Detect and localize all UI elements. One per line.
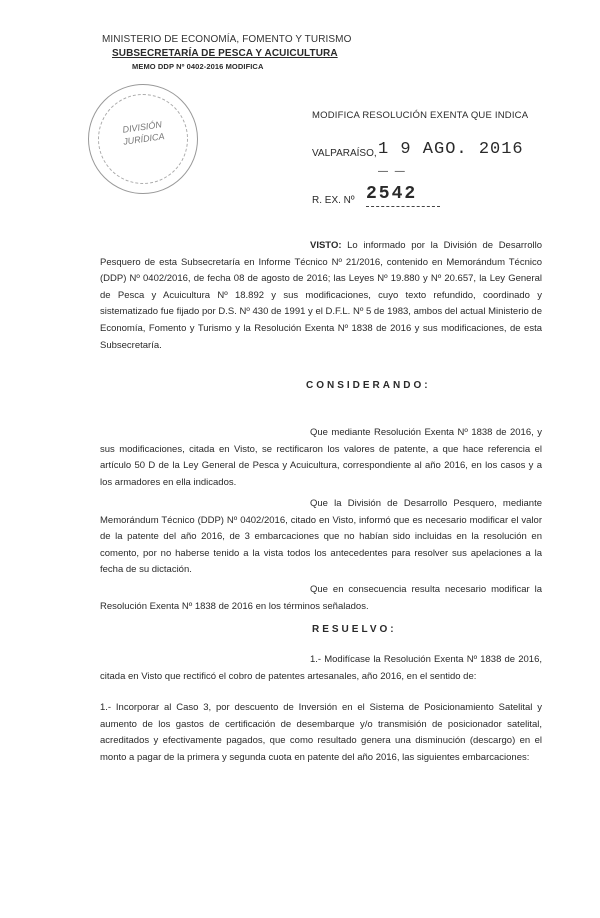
considerando-text-2: Que la División de Desarrollo Pesquero, mediante Memorándum Técnico (DDP) Nº 0402/2016, citado en Visto, informó que es necesario modificar el valor de la patente del año 2016, de 3 embarcaciones que no habían sido incluidas en la resolución en comento, por no haberse tenido a la vista todos los antecedentes para resolver sus apelaciones a la fecha de su dictación.	[100, 498, 542, 576]
stamp-line-2: JURÍDICA	[122, 131, 166, 147]
considerando-paragraph-3	[100, 582, 542, 615]
resuelvo-paragraph-1	[100, 652, 542, 685]
resuelvo-text-2: 1.- Incorporar al Caso 3, por descuento de Inversión en el Sistema de Posicionamiento Satelital y aumento de los gastos de certificación de desembarque y/o transmisión de posicionador satelital, acreditados y efectivamente pagados, que como resultado genera una disminución (descargo) en el monto a pagar de la primera y segunda cuota en patente del año 2016, las siguientes embarcaciones:	[100, 702, 542, 763]
visto-lead: VISTO:	[310, 240, 342, 251]
date-dash: — —	[378, 166, 407, 177]
document-title: MODIFICA RESOLUCIÓN EXENTA QUE INDICA	[312, 110, 529, 121]
resolution-number: 2542	[366, 184, 418, 204]
memo-reference: MEMO DDP Nº 0402-2016 MODIFICA	[132, 62, 264, 71]
considerando-paragraph-2	[100, 496, 542, 579]
visto-paragraph	[100, 238, 542, 354]
document-date: 1 9 AGO. 2016	[378, 140, 524, 159]
resuelvo-paragraph-2	[100, 700, 542, 766]
place-label: VALPARAÍSO,	[312, 148, 377, 159]
resuelvo-text-1: 1.- Modifícase la Resolución Exenta Nº 1838 de 2016, citada en Visto que rectificó el cobro de patentes artesanales, año 2016, en el sentido de:	[100, 654, 542, 682]
considerando-text-3: Que en consecuencia resulta necesario modificar la Resolución Exenta Nº 1838 de 2016 en los términos señalados.	[100, 584, 542, 612]
stamp-line-1: DIVISIÓN	[121, 119, 163, 135]
ministry-name: MINISTERIO DE ECONOMÍA, FOMENTO Y TURISMO	[102, 34, 352, 45]
resuelvo-heading: RESUELVO:	[312, 624, 397, 635]
considerando-text-1: Que mediante Resolución Exenta Nº 1838 de 2016, y sus modificaciones, citada en Visto, se rectificaron los valores de patente, a que hace referencia el artículo 50 D de la Ley General de Pesca y Acuicultura, correspondiente al año 2016, en los casos y a los armadores en ella indicados.	[100, 427, 542, 488]
subsecretaria-name: SUBSECRETARÍA DE PESCA Y ACUICULTURA	[112, 48, 338, 59]
visto-text: Lo informado por la División de Desarrollo Pesquero de esta Subsecretaría en Informe Técnico Nº 21/2016, contenido en Memorándum Técnico (DDP) Nº 0402/2016, de fecha 08 de agosto de 2016; las Leyes Nº 19.880 y Nº 20.657, la Ley General de Pesca y Acuicultura Nº 18.892 y sus modificaciones, cuyo texto refundido, coordinado y sistematizado fue fijado por D.S. Nº 430 de 1991 y el D.F.L. Nº 5 de 1983, ambos del actual Ministerio de Economía, Fomento y Turismo y la Resolución Exenta Nº 1838 de 2016 y sus modificaciones, de esta Subsecretaría.	[100, 240, 542, 351]
considerando-paragraph-1	[100, 425, 542, 491]
stamp-text	[88, 114, 198, 153]
resolution-label: R. EX. Nº	[312, 195, 355, 206]
considerando-heading: CONSIDERANDO:	[306, 380, 431, 391]
resolution-underline	[366, 206, 440, 207]
division-stamp	[88, 84, 198, 194]
